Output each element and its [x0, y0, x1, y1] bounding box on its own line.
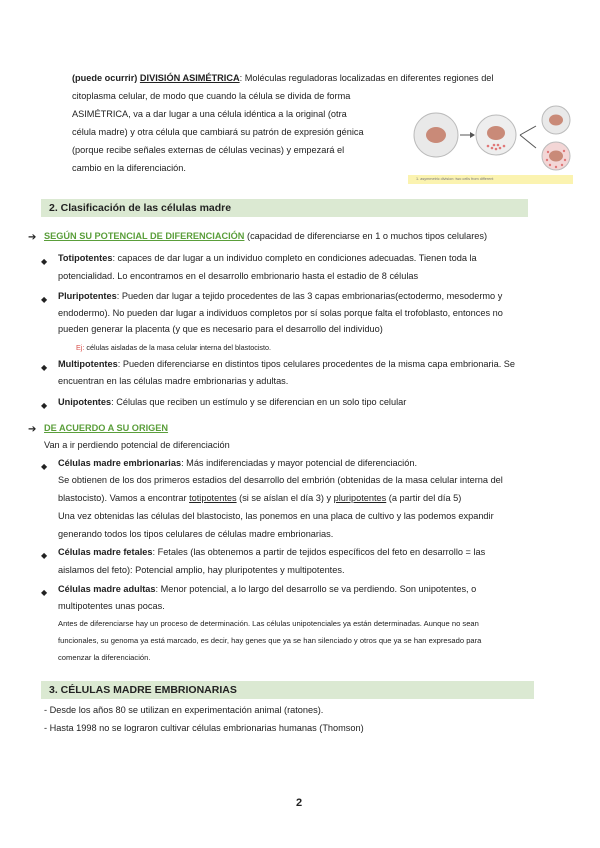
origin-subtitle: Van a ir perdiendo potencial de diferenciación [44, 440, 230, 450]
adultas-note-1: Antes de diferenciarse hay un proceso de determinación. Las células unipotenciales ya están determinadas. Aunque no sean [58, 619, 479, 628]
embrionarias-line-2: Se obtienen de los dos primeros estadios del desarrollo del embrión (obtenidas de la masa celular interna del [58, 475, 503, 485]
embrionarias-line-1: Células madre embrionarias: Más indiferenciadas y mayor potencial de diferenciación. [58, 458, 417, 468]
intro-line-5: (porque recibe señales externas de células vecinas) y empezará el [72, 145, 345, 155]
cell-division-diagram [408, 100, 573, 184]
origin-heading: DE ACUERDO A SU ORIGEN [44, 423, 169, 433]
embrionarias-line-5: generando todos los tipos celulares de células madre embrionarias. [58, 529, 334, 539]
diamond-bullet-icon: ◆ [41, 257, 48, 266]
diamond-bullet-icon: ◆ [41, 363, 48, 372]
adultas-note-2: funcionales, su genoma ya está marcado, es decir, hay genes que ya se han silenciado y otros que ya se han expresado para [58, 636, 482, 645]
adultas-line-1: Células madre adultas: Menor potencial, a lo largo del desarrollo se va perdiendo. Son unipotentes, o [58, 584, 477, 594]
arrow-bullet-icon: ➔ [28, 232, 37, 243]
adultas-line-2: multipotentes unas pocas. [58, 601, 165, 611]
diamond-bullet-icon: ◆ [41, 401, 48, 410]
section-3-line-2: - Hasta 1998 no se lograron cultivar células embrionarias humanas (Thomson) [44, 723, 364, 733]
multipotentes-term: Multipotentes [58, 359, 118, 369]
fetales-line-2: aislamos del feto): Potencial amplio, hay pluripotentes y multipotentes. [58, 565, 345, 575]
diamond-bullet-icon: ◆ [41, 551, 48, 560]
potential-heading-line [44, 228, 584, 246]
intro-line1-rest: : Moléculas reguladoras localizadas en diferentes regiones del [239, 73, 494, 83]
pluripotentes-link: pluripotentes [333, 493, 387, 503]
split-arrow-up-icon [520, 126, 536, 135]
section-3-header [41, 681, 534, 699]
section-3-title: 3. CÉLULAS MADRE EMBRIONARIAS [49, 684, 237, 696]
origin-heading-line [44, 420, 168, 438]
pluripotentes-line-1: Pluripotentes: Pueden dar lugar a tejido procedentes de las 3 capas embrionarias(ectodermo, mesodermo y [58, 291, 503, 301]
unipotentes-line-1: Unipotentes: Células que reciben un estímulo y se diferencian en un solo tipo celular [58, 397, 407, 407]
multipotentes-line-1: Multipotentes: Pueden diferenciarse en distintos tipos celulares procedentes de la misma capa embrionaria. Se [58, 359, 516, 369]
section-3-line-1: - Desde los años 80 se utilizan en experimentación animal (ratones). [44, 705, 324, 715]
section-2-title: 2. Clasificación de las células madre [49, 202, 232, 214]
intro-line-1 [72, 70, 565, 88]
intro-line-3: ASIMÉTRICA, va a dar lugar a una célula idéntica a la original (otra [72, 109, 347, 119]
potential-heading: SEGÚN SU POTENCIAL DE DIFERENCIACIÓN [44, 231, 245, 241]
embrionarias-line-3: blastocisto). Vamos a encontrar totipotentes (si se aíslan el día 3) y pluripotentes (a partir del día 5) [58, 493, 462, 503]
arrow-icon [470, 132, 475, 138]
pluripotentes-example: Ej: células aisladas de la masa celular interna del blastocisto. [76, 343, 271, 352]
totipotentes-link: totipotentes [189, 493, 237, 503]
totipotentes-line-1: Totipotentes: capaces de dar lugar a un individuo completo en condiciones adecuadas. Tienen toda la [58, 253, 477, 263]
figure-caption: 1. asymmetric division: two cells from different [408, 175, 573, 184]
pluripotentes-line-2: endodermo). No pueden dar lugar a individuos completos por sí solas porque falta el trofoblasto, entonces no [58, 308, 503, 318]
pluripotentes-line-3: pueden generar la placenta (y que es necesario para el desarrollo del individuo) [58, 324, 383, 334]
totipotentes-term: Totipotentes [58, 253, 113, 263]
embrionarias-term: Células madre embrionarias [58, 458, 182, 468]
page-number: 2 [296, 797, 303, 809]
multipotentes-line-2: encuentran en las células madre embrionarias y adultas. [58, 376, 289, 386]
intro-line-6: cambio en la diferenciación. [72, 163, 186, 173]
intro-title: DIVISIÓN ASIMÉTRICA [139, 73, 240, 83]
intro-prefix: (puede ocurrir) [72, 73, 138, 83]
intro-line-2: citoplasma celular, de modo que cuando la célula se divida de forma [72, 91, 351, 101]
intro-line-4: célula madre) y otra célula que cambiará su patrón de expresión génica [72, 127, 364, 137]
embrionarias-line-4: Una vez obtenidas las células del blastocisto, las ponemos en una placa de cultivo y las podemos expandir [58, 511, 494, 521]
fetales-term: Células madre fetales [58, 547, 153, 557]
potential-heading-rest: (capacidad de diferenciarse en 1 o muchos tipos celulares) [244, 231, 488, 241]
section-2-header [41, 199, 528, 217]
fetales-line-1: Células madre fetales: Fetales (las obtenemos a partir de tejidos específicos del feto en desarrollo = las [58, 547, 486, 557]
unipotentes-term: Unipotentes [58, 397, 112, 407]
diamond-bullet-icon: ◆ [41, 462, 48, 471]
diamond-bullet-icon: ◆ [41, 588, 48, 597]
nucleus-icon [426, 127, 446, 143]
adultas-term: Células madre adultas [58, 584, 156, 594]
arrow-bullet-icon: ➔ [28, 424, 37, 435]
pluripotentes-term: Pluripotentes [58, 291, 117, 301]
example-label: Ej: [76, 343, 85, 352]
diamond-bullet-icon: ◆ [41, 295, 48, 304]
totipotentes-line-2: potencialidad. Lo encontramos en el desarrollo embrionario hasta el estadio de 8 células [58, 271, 419, 281]
split-arrow-down-icon [520, 135, 536, 148]
asymmetric-division-figure [408, 100, 573, 184]
adultas-note-3: comenzar la diferenciación. [58, 653, 151, 662]
